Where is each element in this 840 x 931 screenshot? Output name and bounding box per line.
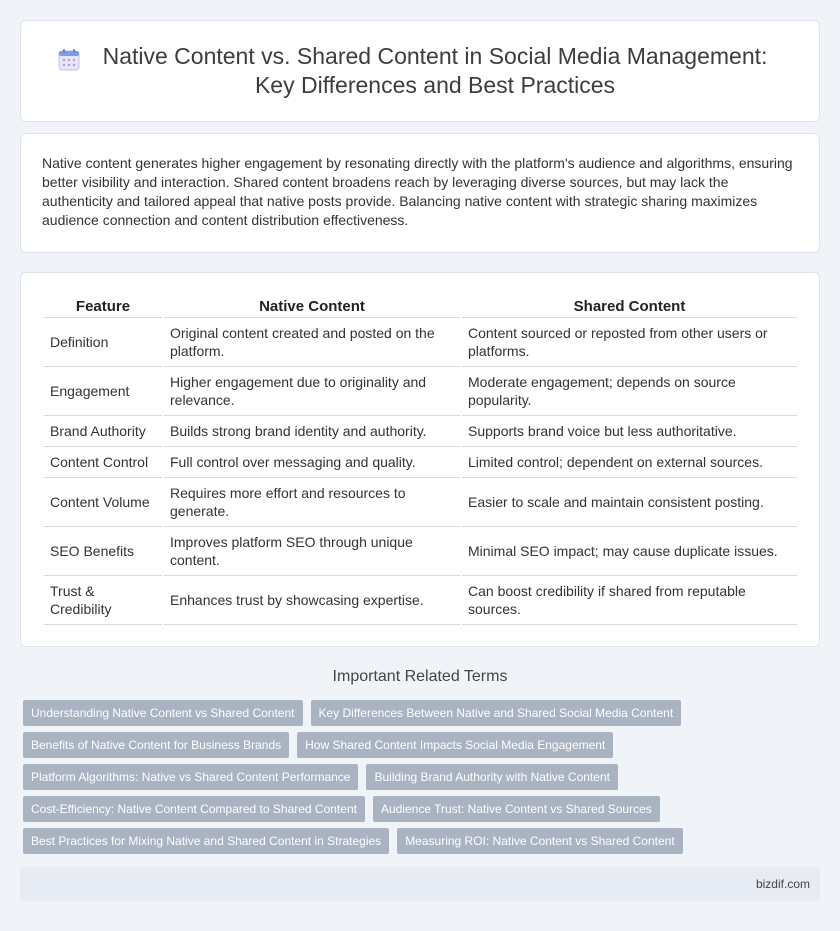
column-header-native: Native Content <box>164 294 460 318</box>
related-term-tag[interactable]: Understanding Native Content vs Shared Content <box>23 700 303 726</box>
related-terms-title: Important Related Terms <box>332 668 508 685</box>
related-term-tag[interactable]: Audience Trust: Native Content vs Shared Sources <box>373 796 660 822</box>
shared-cell: Minimal SEO impact; may cause duplicate issues. <box>462 527 797 576</box>
native-cell: Original content created and posted on the platform. <box>164 318 460 367</box>
feature-cell: Brand Authority <box>44 416 162 447</box>
native-cell: Full control over messaging and quality. <box>164 447 460 478</box>
table-row <box>44 527 797 576</box>
feature-cell: Engagement <box>44 367 162 416</box>
table-row <box>44 318 797 367</box>
native-cell: Builds strong brand identity and authority. <box>164 416 460 447</box>
related-term-tag[interactable]: Best Practices for Mixing Native and Shared Content in Strategies <box>23 828 389 854</box>
comparison-table-card <box>20 272 820 647</box>
native-cell: Improves platform SEO through unique content. <box>164 527 460 576</box>
native-cell: Enhances trust by showcasing expertise. <box>164 576 460 625</box>
shared-cell: Moderate engagement; depends on source popularity. <box>462 367 797 416</box>
footer <box>20 867 820 901</box>
related-terms-list <box>23 700 823 854</box>
feature-cell: Definition <box>44 318 162 367</box>
related-term-tag[interactable]: Cost-Efficiency: Native Content Compared to Shared Content <box>23 796 365 822</box>
shared-cell: Can boost credibility if shared from reputable sources. <box>462 576 797 625</box>
intro-card <box>20 133 820 253</box>
feature-cell: Content Control <box>44 447 162 478</box>
related-term-tag[interactable]: Measuring ROI: Native Content vs Shared Content <box>397 828 682 854</box>
related-term-tag[interactable]: Benefits of Native Content for Business Brands <box>23 732 289 758</box>
related-term-tag[interactable]: Key Differences Between Native and Shared Social Media Content <box>311 700 682 726</box>
native-cell: Higher engagement due to originality and relevance. <box>164 367 460 416</box>
table-header-row <box>44 294 797 318</box>
comparison-table <box>42 294 799 625</box>
native-cell: Requires more effort and resources to generate. <box>164 478 460 527</box>
shared-cell: Content sourced or reposted from other users or platforms. <box>462 318 797 367</box>
feature-cell: SEO Benefits <box>44 527 162 576</box>
related-term-tag[interactable]: How Shared Content Impacts Social Media Engagement <box>297 732 613 758</box>
related-term-tag[interactable]: Platform Algorithms: Native vs Shared Content Performance <box>23 764 358 790</box>
column-header-feature: Feature <box>44 294 162 318</box>
table-row <box>44 576 797 625</box>
table-row <box>44 478 797 527</box>
table-row <box>44 447 797 478</box>
shared-cell: Limited control; dependent on external sources. <box>462 447 797 478</box>
column-header-shared: Shared Content <box>462 294 797 318</box>
related-term-tag[interactable]: Building Brand Authority with Native Content <box>366 764 617 790</box>
table-row <box>44 367 797 416</box>
shared-cell: Easier to scale and maintain consistent posting. <box>462 478 797 527</box>
page-title: Native Content vs. Shared Content in Social Media Management: Key Differences and Best Practices <box>102 43 768 98</box>
shared-cell: Supports brand voice but less authoritative. <box>462 416 797 447</box>
footer-site-link[interactable]: bizdif.com <box>755 877 810 891</box>
intro-paragraph: Native content generates higher engagement by resonating directly with the platform's audience and algorithms, ensuring better visibility and interaction. Shared content broadens reach by leveraging diverse sources, but may lack the authenticity and tailored appeal that native posts provide. Balancing native content with strategic sharing maximizes audience connection and content distribution effectiveness. <box>42 155 793 228</box>
header-card <box>20 20 820 122</box>
feature-cell: Content Volume <box>44 478 162 527</box>
table-row <box>44 416 797 447</box>
feature-cell: Trust & Credibility <box>44 576 162 625</box>
